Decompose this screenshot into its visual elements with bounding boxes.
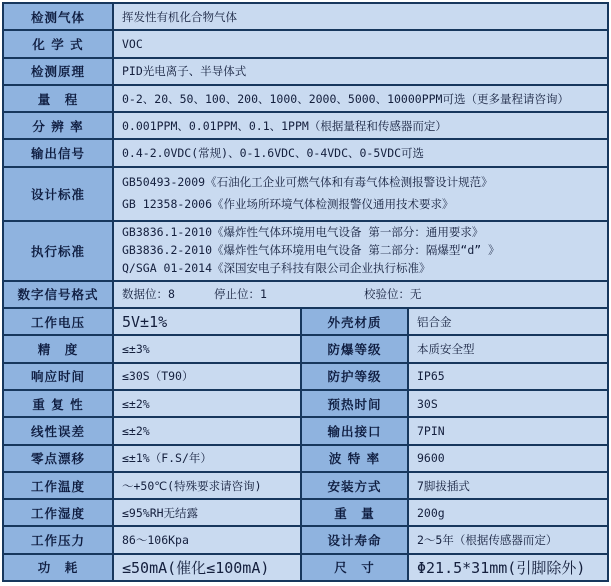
value-accuracy: ≤±3% [114, 336, 300, 361]
row-power-dimensions [4, 555, 607, 580]
row-output-signal [4, 140, 607, 165]
label-response-time: 响应时间 [4, 364, 112, 389]
value-response-time: ≤30S（T90） [114, 364, 300, 389]
value-working-temperature: ～+50℃(特殊要求请咨询) [114, 473, 300, 498]
row-pressure-lifespan [4, 527, 607, 552]
value-detection-principle: PID光电离子、半导体式 [114, 59, 607, 84]
value-digital-signal-format [114, 282, 607, 307]
row-zerodrift-baudrate [4, 446, 607, 471]
row-chemical-formula [4, 31, 607, 56]
label-detection-principle: 检测原理 [4, 59, 112, 84]
row-temperature-installation [4, 473, 607, 498]
value-working-voltage: 5V±1% [114, 309, 300, 334]
row-voltage-material [4, 309, 607, 334]
label-zero-drift: 零点漂移 [4, 446, 112, 471]
parity-bit: 校验位：无 [364, 287, 422, 302]
label-working-pressure: 工作压力 [4, 527, 112, 552]
row-digital-signal-format [4, 282, 607, 307]
value-working-humidity: ≤95%RH无结露 [114, 500, 300, 525]
row-range [4, 86, 607, 111]
design-standard-line-1: GB50493-2009《石油化工企业可燃气体和有毒气体检测报警设计规范》 [122, 175, 493, 190]
value-installation-method: 7脚拔插式 [409, 473, 607, 498]
data-bits: 数据位：8 [122, 287, 175, 302]
value-explosionproof-grade: 本质安全型 [409, 336, 607, 361]
label-installation-method: 安装方式 [302, 473, 407, 498]
label-working-humidity: 工作湿度 [4, 500, 112, 525]
value-protection-grade: IP65 [409, 364, 607, 389]
value-design-standard [114, 168, 607, 220]
value-range: 0-2、20、50、100、200、1000、2000、5000、10000PPM可选（更多量程请咨询） [114, 86, 607, 111]
label-design-standard: 设计标准 [4, 168, 112, 220]
label-accuracy: 精 度 [4, 336, 112, 361]
value-power-consumption: ≤50mA(催化≤100mA) [114, 555, 300, 580]
value-dimensions: Φ21.5*31mm(引脚除外) [409, 555, 607, 580]
row-resolution [4, 113, 607, 138]
row-linearity-interface [4, 418, 607, 443]
label-detection-gas: 检测气体 [4, 4, 112, 29]
label-repeatability: 重 复 性 [4, 391, 112, 416]
value-design-lifespan: 2～5年（根据传感器而定） [409, 527, 607, 552]
design-standard-line-2: GB 12358-2006《作业场所环境气体检测报警仪通用技术要求》 [122, 197, 454, 212]
value-output-signal: 0.4-2.0VDC(常规)、0-1.6VDC、0-4VDC、0-5VDC可选 [114, 140, 607, 165]
value-chemical-formula: VOC [114, 31, 607, 56]
spec-table [2, 2, 609, 582]
row-execution-standard [4, 222, 607, 280]
row-detection-gas [4, 4, 607, 29]
value-warmup-time: 30S [409, 391, 607, 416]
row-response-protection [4, 364, 607, 389]
value-baud-rate: 9600 [409, 446, 607, 471]
value-linearity-error: ≤±2% [114, 418, 300, 443]
value-execution-standard [114, 222, 607, 280]
label-resolution: 分 辨 率 [4, 113, 112, 138]
label-working-temperature: 工作温度 [4, 473, 112, 498]
execution-standard-line-2: GB3836.2-2010《爆炸性气体环境用电气设备 第二部分：隔爆型“d” 》 [122, 243, 500, 258]
value-zero-drift: ≤±1%（F.S/年） [114, 446, 300, 471]
label-output-signal: 输出信号 [4, 140, 112, 165]
label-design-lifespan: 设计寿命 [302, 527, 407, 552]
value-working-pressure: 86～106Kpa [114, 527, 300, 552]
value-repeatability: ≤±2% [114, 391, 300, 416]
row-repeatability-warmup [4, 391, 607, 416]
label-execution-standard: 执行标准 [4, 222, 112, 280]
label-dimensions: 尺 寸 [302, 555, 407, 580]
label-working-voltage: 工作电压 [4, 309, 112, 334]
label-warmup-time: 预热时间 [302, 391, 407, 416]
label-range: 量 程 [4, 86, 112, 111]
label-chemical-formula: 化 学 式 [4, 31, 112, 56]
row-detection-principle [4, 59, 607, 84]
stop-bits: 停止位：1 [214, 287, 267, 302]
label-power-consumption: 功 耗 [4, 555, 112, 580]
label-weight: 重 量 [302, 500, 407, 525]
label-explosionproof-grade: 防爆等级 [302, 336, 407, 361]
label-baud-rate: 波 特 率 [302, 446, 407, 471]
label-digital-signal-format: 数字信号格式 [4, 282, 112, 307]
label-protection-grade: 防护等级 [302, 364, 407, 389]
value-output-interface: 7PIN [409, 418, 607, 443]
label-shell-material: 外壳材质 [302, 309, 407, 334]
execution-standard-line-3: Q/SGA 01-2014《深国安电子科技有限公司企业执行标准》 [122, 260, 431, 275]
row-accuracy-explosionproof [4, 336, 607, 361]
label-output-interface: 输出接口 [302, 418, 407, 443]
execution-standard-line-1: GB3836.1-2010《爆炸性气体环境用电气设备 第一部分：通用要求》 [122, 225, 484, 240]
value-detection-gas: 挥发性有机化合物气体 [114, 4, 607, 29]
row-design-standard [4, 168, 607, 220]
row-humidity-weight [4, 500, 607, 525]
value-weight: 200g [409, 500, 607, 525]
value-shell-material: 铝合金 [409, 309, 607, 334]
label-linearity-error: 线性误差 [4, 418, 112, 443]
value-resolution: 0.001PPM、0.01PPM、0.1、1PPM（根据量程和传感器而定） [114, 113, 607, 138]
